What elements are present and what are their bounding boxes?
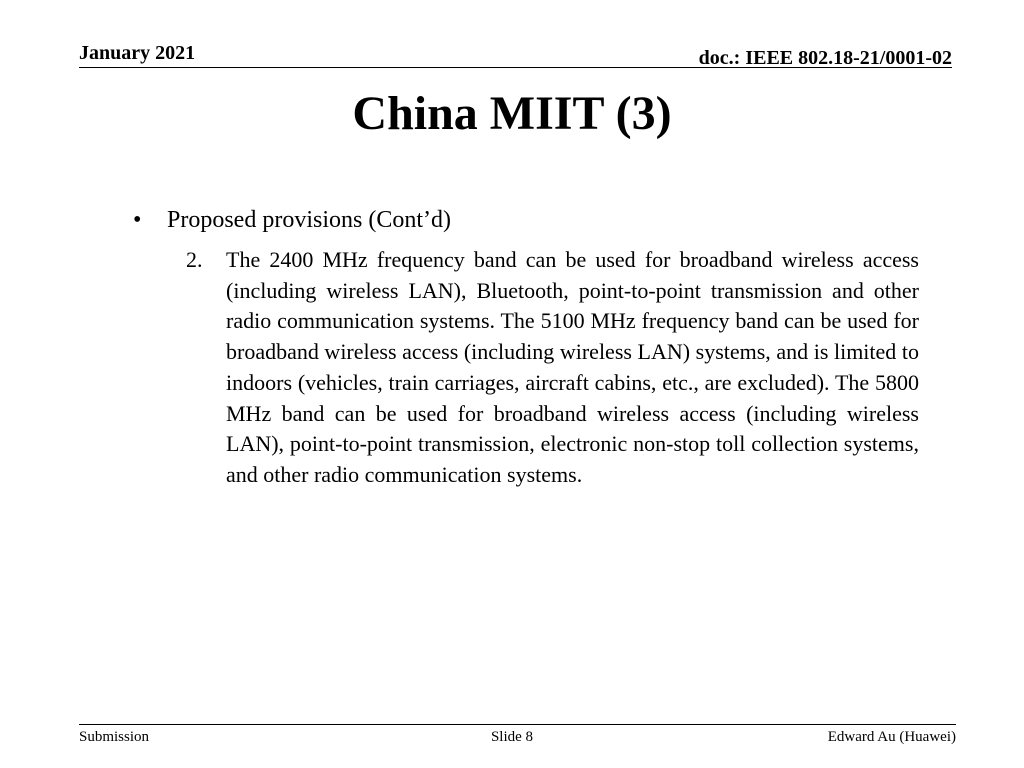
header-date: January 2021 [79,42,196,64]
footer-slide-number: Slide 8 [490,729,534,745]
bullet-text: Proposed provisions (Cont’d) [167,207,451,233]
list-item-text: The 2400 MHz frequency band can be used for broadband wireless access (including wireless LAN), Bluetooth, point-to-point transmission and other radio communication systems. The 5100 MHz frequency band can be used for broadband wireless access (including wireless LAN) systems, and is limited to indoors (vehicles, train carriages, aircraft cabins, etc., are excluded). The 5800 MHz band can be used for broadband wireless access (including wireless LAN), point-to-point transmission, electronic non-stop toll collection systems, and other radio communication systems. [226,247,919,487]
bullet-item [133,205,451,235]
footer-author: Edward Au (Huawei) [827,729,956,745]
bullet-icon: • [133,207,142,233]
footer-divider [79,724,956,725]
list-number: 2. [186,247,203,272]
footer-submission: Submission [79,729,150,745]
header-divider [79,67,952,68]
slide-title: China MIIT (3) [352,87,672,140]
header-doc-id: doc.: IEEE 802.18-21/0001-02 [698,47,952,69]
